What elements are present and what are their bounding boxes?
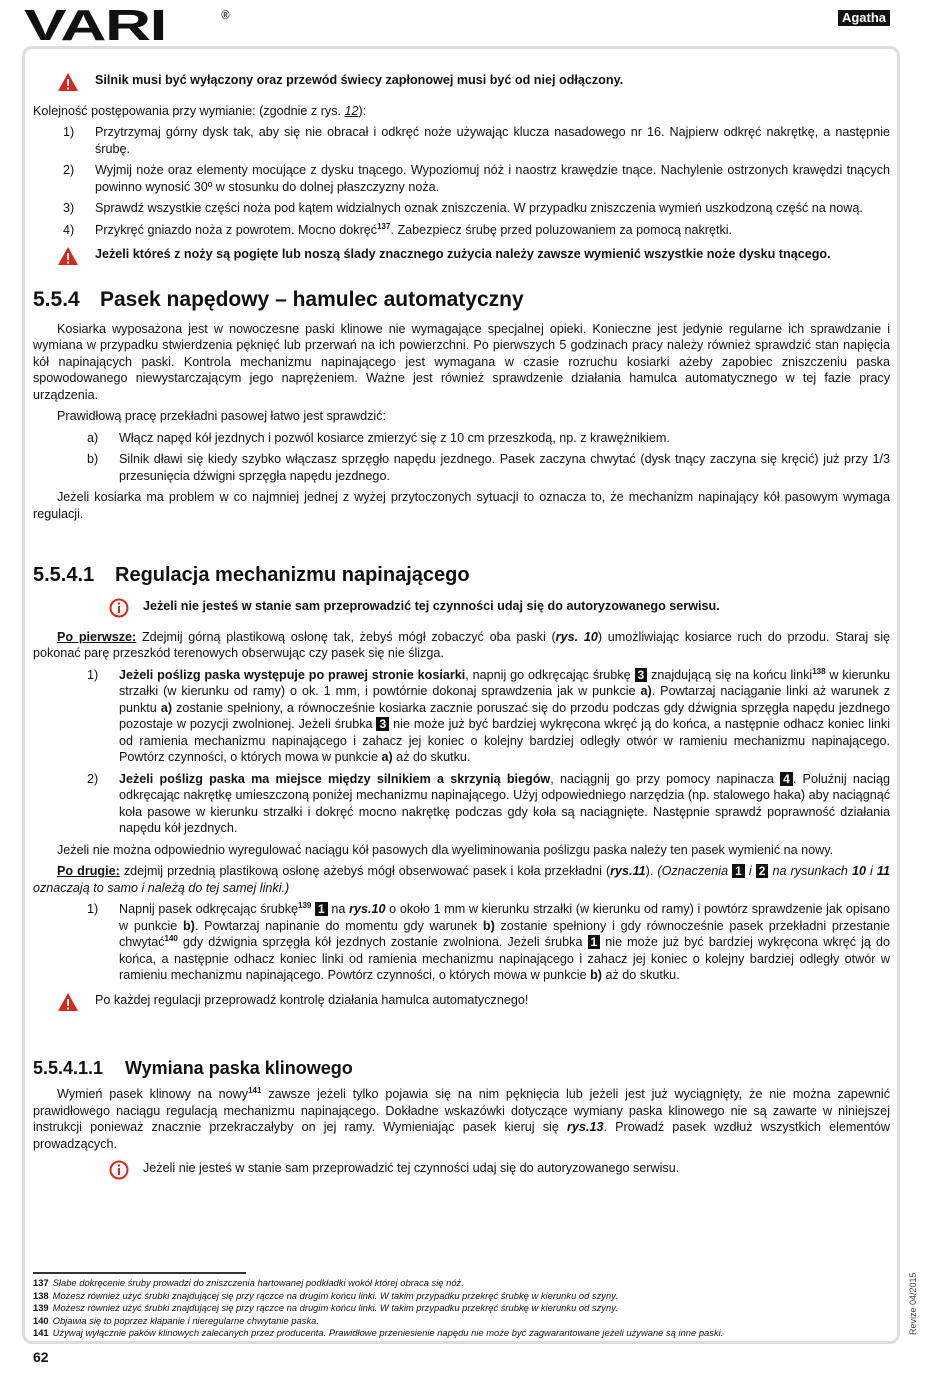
text-run: b) bbox=[182, 918, 195, 933]
info-icon bbox=[33, 1160, 143, 1185]
list-item bbox=[33, 124, 890, 157]
text-run: nie może już być bardziej wykręcona wkręć ją do końca, a następnie odhacz koniec linki od ramienia mechanizmu napinającego i zahacz jej koniec o kolejny bardziej odległy otwór w ramieniu mechanizmu napinającego. Powtórz czynności, o których mowa w punkcie bbox=[119, 935, 890, 982]
text-run: znajdującą się na końcu linki bbox=[647, 667, 813, 682]
text-run: Wymień pasek klinowy na nowy bbox=[57, 1087, 249, 1101]
warning-note bbox=[33, 246, 890, 271]
callout-number: 1 bbox=[732, 864, 745, 878]
paragraph bbox=[33, 1086, 890, 1152]
paragraph bbox=[33, 842, 890, 859]
text-run: a) bbox=[160, 700, 173, 715]
text-run: Kosiarka wyposażona jest w nowoczesne paski klinowe nie wymagające specjalnej opieki. Konieczne jest jedynie regularne ich sprawdzanie i wymiana w przypadku stwierdzenia pęknięć lub przerwań na ich powierzchni. Po pierwszych 5 godzinach pracy należy również sprawdzić stan napięcia kół napinających paski. Kontrola mechanizmu napinającego jest wymagana w czasie rozruchu kosiarki ażeby zapobiec zniszczeniu paska spowodowanego niewystarczającym jego naprężeniem. Ważne jest również sprawdzenie działania hamulca automatycznego w tej fazie pracy urządzenia. bbox=[33, 321, 890, 402]
list-number: 1) bbox=[87, 667, 99, 682]
text-run: Włącz napęd kół jezdnych i pozwól kosiarce zmierzyć się z 10 cm przeszkodą, np. z krawężnikiem. bbox=[119, 430, 670, 445]
page-content bbox=[33, 64, 890, 1191]
text-run: Jeżeli poślizg paska ma miejsce między silnikiem a skrzynią biegów bbox=[119, 771, 551, 786]
text-run: Po drugie: bbox=[57, 864, 120, 878]
footnote-number: 138 bbox=[33, 1289, 49, 1301]
footnote-text: Objawia się to poprzez kłapanie i nieregularne chwytanie paska. bbox=[52, 1314, 319, 1326]
text-run: . Powtarzaj naciąganie linki aż warunek z punktu bbox=[119, 684, 891, 715]
text-run: Jeżeli nie można odpowiednio wyregulować naciągu kół pasowych dla wyeliminowania poślizgu paska należy ten pasek wymienić na nowy. bbox=[57, 842, 834, 857]
text-run: Napnij pasek odkręcając śrubkę bbox=[119, 902, 299, 916]
text-run: . Powtarzaj napinanie do momentu gdy warunek bbox=[194, 918, 483, 933]
section-number: 5.5.4.1.1 bbox=[33, 1058, 104, 1078]
paragraph bbox=[33, 408, 890, 425]
text-run: nie może już być bardziej wykręcona wkręć ją do końca, a następnie odhacz koniec linki od ramienia mechanizmu napinającego i zahacz jej koniec o kolejny bardziej odległy otwór w ramieniu mechanizmu napinającego. Powtórz czynności, o których mowa w punkcie bbox=[119, 717, 890, 764]
text-run: i bbox=[744, 864, 756, 878]
list-item bbox=[33, 667, 890, 766]
footnote bbox=[33, 1302, 723, 1315]
list-text bbox=[119, 451, 890, 484]
text-run: a) bbox=[381, 750, 393, 764]
footnote-text: Możesz również użyć śrubki znajdującej się przy rączce na drugim końcu linki. W takim przypadku przekręć śrubkę w kierunku od szyny. bbox=[52, 1289, 618, 1301]
text-run: Prawidłową pracę przekładni pasowej łatwo jest sprawdzić: bbox=[57, 409, 386, 423]
warning-note bbox=[33, 992, 890, 1017]
section-title: Regulacja mechanizmu napinającego bbox=[115, 564, 470, 586]
text-run: Jeżeli nie jesteś w stanie sam przeprowadzić tej czynności udaj się do autoryzowanego serwisu. bbox=[143, 1161, 680, 1175]
text-run: na bbox=[327, 902, 350, 916]
registered-mark: ® bbox=[220, 8, 231, 22]
list-number: 2) bbox=[63, 163, 75, 177]
footnote-ref: 141 bbox=[248, 1085, 262, 1095]
footnote-ref: 139 bbox=[298, 900, 312, 910]
list-text bbox=[95, 162, 890, 195]
warning-note bbox=[33, 72, 890, 97]
text-run: zostanie spełniony i gdy równocześnie pasek przekładni przestanie chwytać bbox=[119, 918, 890, 949]
list-text bbox=[119, 430, 890, 447]
list-item bbox=[33, 222, 890, 239]
callout-number: 1 bbox=[588, 935, 601, 949]
callout-number: 4 bbox=[780, 772, 793, 786]
list-text bbox=[119, 667, 890, 766]
text-run: Jeżeli nie jesteś w stanie sam przeprowadzić tej czynności udaj się do autoryzowanego serwisu. bbox=[143, 599, 720, 613]
text-run: zdejmij przednią plastikową osłonę ażebyś mógł obserwować pasek i koła przekładni ( bbox=[119, 864, 611, 878]
note-text bbox=[143, 598, 890, 623]
text-run: ). bbox=[645, 864, 658, 878]
paragraph bbox=[33, 321, 890, 404]
callout-number: 3 bbox=[635, 668, 648, 682]
text-run: rys. 10 bbox=[555, 629, 598, 644]
footnote-ref: 138 bbox=[812, 666, 826, 676]
callout-number: 1 bbox=[315, 902, 328, 916]
list-number: 2) bbox=[87, 771, 99, 786]
footnote bbox=[33, 1290, 723, 1303]
text-run: a) bbox=[640, 684, 652, 698]
text-run: ): bbox=[358, 103, 367, 118]
text-run: i bbox=[866, 864, 877, 878]
text-run: rys.13 bbox=[567, 1120, 604, 1134]
footnote bbox=[33, 1315, 723, 1328]
text-run: (Oznaczenia bbox=[657, 864, 733, 878]
list-number: b) bbox=[87, 452, 99, 466]
text-run: , napnij go odkręcając śrubkę bbox=[465, 667, 635, 682]
footnote-number: 137 bbox=[33, 1277, 49, 1288]
section-heading bbox=[33, 1056, 890, 1080]
text-run: oznaczają to samo i należą do tej samej linki.) bbox=[33, 880, 290, 895]
text-run: zawsze jeżeli tylko pojawia się na nim pęknięcia lub jeżeli jest już wyciągnięty, że nie można zapewnić prawidłowego naciągu regulacją mechanizmu napinającego. Dokładne wskazówki dotyczące wymiany paska klinowego nie są zawarte w niniejszej instrukcji ponieważ znacznie przekraczałyby on jej ramy. Wymieniając pasek kieruj się bbox=[33, 1087, 891, 1134]
list-number: 3) bbox=[63, 201, 75, 215]
list-item bbox=[33, 771, 890, 837]
text-run: Silnik musi być wyłączony oraz przewód świecy zapłonowej musi być od niej odłączony. bbox=[95, 73, 624, 87]
text-run: Kolejność postępowania przy wymianie: (zgodnie z rys. bbox=[33, 103, 345, 118]
text-run: w kierunku strzałki (w kierunku od ramy) o ok. 1 mm, i powtórnie dokonaj sprawdzenia jak w punkcie bbox=[119, 667, 890, 698]
list-text bbox=[95, 124, 890, 157]
text-run: na rysunkach bbox=[768, 864, 852, 878]
text-run: , naciągnij go przy pomocy napinacza bbox=[550, 771, 781, 786]
list-item bbox=[33, 162, 890, 195]
text-run: 12 bbox=[344, 103, 359, 118]
list-text bbox=[119, 901, 890, 984]
text-run: Zdejmij górną plastikową osłonę tak, żebyś mógł zobaczyć oba paski ( bbox=[136, 629, 556, 644]
footnote-text: Używaj wyłącznie paków klinowych zalecanych przez producenta. Prawidłowe przeniesienie napędu nie może być zagwarantowane jeżeli używane są inne paski. bbox=[52, 1327, 724, 1339]
text-run: gdy dźwignia sprzęgła kół jezdnych zostanie zwolniona. Jeżeli śrubka bbox=[177, 935, 588, 949]
text-run: o około 1 mm w kierunku strzałki (w kierunku od ramy) i powtórz sprawdzenie jak opisano w punkcie bbox=[119, 902, 890, 933]
list-item bbox=[33, 451, 890, 484]
model-badge: Agatha bbox=[838, 10, 890, 26]
text-run: . Poluźnij naciąg odkręcając nakrętkę umieszczoną poniżej mechanizmu napinającego. Użyj odpowiedniego narzędzia (np. stalowego haka) aby naciągnąć koła pasowe w kierunku strzałki i dokręć mocno nakrętkę podczas gdy koła są naciągnięte. Następnie sprawdź poprawność działania napędu kół jezdnych. bbox=[119, 771, 890, 835]
footnotes bbox=[33, 1277, 723, 1340]
note-text bbox=[143, 1160, 890, 1185]
text-run: Jeżeli poślizg paska występuje po prawej stronie kosiarki bbox=[119, 667, 466, 682]
section-heading bbox=[33, 287, 890, 313]
text-run: ) umożliwiając kosiarce ruch do przodu. Staraj się pokonać parę przeszkód terenowych obserwując czy pasek się nie ślizga. bbox=[33, 629, 890, 660]
paragraph bbox=[33, 489, 890, 522]
section-number: 5.5.4 bbox=[33, 287, 80, 311]
note-text bbox=[95, 992, 890, 1017]
list-number: 4) bbox=[63, 222, 75, 237]
warning-icon bbox=[33, 72, 95, 97]
text-run: aż do skutku. bbox=[601, 968, 680, 982]
text-run: Wyjmij noże oraz elementy mocujące z dysku tnącego. Wypoziomuj nóż i naostrz krawędzie tnące. Nachylenie ostrzonych krawędzi tnących powinno wynosić 30º w stosunku do dolnej płaszczyzny noża. bbox=[95, 163, 890, 194]
footnote-text: Możesz również użyć śrubki znajdującej się przy rączce na drugim końcu linki. W takim przypadku przekręć śrubkę w kierunku od szyny. bbox=[52, 1302, 618, 1314]
section-number: 5.5.4.1 bbox=[33, 564, 95, 586]
info-note bbox=[33, 598, 890, 623]
list-text bbox=[95, 222, 890, 239]
text-run: aż do skutku. bbox=[392, 750, 471, 764]
text-run: rys.11 bbox=[610, 864, 646, 878]
footnote-ref: 140 bbox=[164, 933, 178, 943]
list-number: a) bbox=[87, 430, 99, 445]
text-run: b) bbox=[590, 968, 602, 982]
text-run: Jeżeli któreś z noży są pogięte lub noszą ślady znacznego zużycia należy zawsze wymienić wszystkie noże dysku tnącego. bbox=[95, 247, 831, 261]
paragraph bbox=[33, 103, 890, 120]
note-text bbox=[95, 72, 890, 97]
text-run: Jeżeli kosiarka ma problem w co najmniej jednej z wyżej przytoczonych sytuacji to oznacza to, że mechanizm napinający kół pasowym wymaga regulacji. bbox=[33, 490, 890, 521]
text-run: rys.10 bbox=[349, 902, 386, 916]
section-title: Wymiana paska klinowego bbox=[125, 1058, 353, 1078]
list-item bbox=[33, 901, 890, 984]
footnote-text: Słabe dokręcenie śruby prowadzi do zniszczenia hartowanej podkładki wokół której obraca się nóż. bbox=[52, 1277, 464, 1288]
info-icon bbox=[33, 598, 143, 623]
footnote-number: 139 bbox=[33, 1302, 49, 1314]
page-number: 62 bbox=[33, 1349, 49, 1365]
callout-number: 3 bbox=[376, 717, 389, 731]
warning-icon bbox=[33, 246, 95, 271]
vari-logo: VARI bbox=[24, 1, 166, 50]
footnote-number: 140 bbox=[33, 1314, 49, 1326]
text-run: Po pierwsze: bbox=[57, 629, 137, 644]
text-run: 10 bbox=[851, 864, 866, 878]
list-text bbox=[95, 200, 890, 217]
footnote-number: 141 bbox=[33, 1327, 49, 1339]
text-run: Po każdej regulacji przeprowadź kontrolę działania hamulca automatycznego! bbox=[95, 992, 529, 1007]
text-run: . Prowadź pasek wzdłuż wszystkich elementów prowadzących. bbox=[33, 1120, 890, 1151]
list-number: 1) bbox=[87, 902, 99, 916]
callout-number: 2 bbox=[756, 864, 769, 878]
warning-icon bbox=[33, 992, 95, 1017]
list-number: 1) bbox=[63, 125, 75, 139]
footnote bbox=[33, 1277, 723, 1290]
footnote bbox=[33, 1327, 723, 1340]
text-run: b) bbox=[482, 918, 495, 933]
footnote-separator bbox=[33, 1272, 246, 1274]
text-run: zostanie spełniony, a równocześnie kosiarka zacznie poruszać się do przodu podczas gdy dźwignia sprzęgła napędu jezdnego pozostaje w pozycji zwolnionej. Jeżeli śrubka bbox=[119, 700, 890, 731]
text-run: 11 bbox=[876, 864, 890, 878]
paragraph bbox=[33, 629, 890, 662]
list-item bbox=[33, 430, 890, 447]
list-item bbox=[33, 200, 890, 217]
text-run: Sprawdź wszystkie części noża pod kątem widzialnych oznak zniszczenia. W przypadku zniszczenia wymień uszkodzoną część na nową. bbox=[95, 201, 863, 215]
section-heading bbox=[33, 562, 890, 588]
text-run: . Zabezpiecz śrubę przed poluzowaniem za pomocą nakrętki. bbox=[390, 222, 733, 237]
text-run: Przytrzymaj górny dysk tak, aby się nie obracał i odkręć noże używając klucza nasadowego nr 16. Najpierw odkręć nakrętkę, a następnie śrubę. bbox=[95, 125, 890, 156]
footnote-ref: 137 bbox=[377, 221, 391, 231]
list-text bbox=[119, 771, 890, 837]
section-title: Pasek napędowy – hamulec automatyczny bbox=[100, 287, 524, 311]
text-run: Silnik dławi się kiedy szybko włączasz sprzęgło napędu jezdnego. Pasek zaczyna chwytać (dysk tnący zaczyna się kręcić) już przy 1/3 przesunięcia dźwigni sprzęgła napędu jezdnego. bbox=[119, 452, 890, 483]
revision-label: Revize 04/2015 bbox=[908, 1272, 918, 1335]
note-text bbox=[95, 246, 890, 271]
text-run: Przykręć gniazdo noża z powrotem. Mocno dokręć bbox=[95, 222, 378, 237]
paragraph bbox=[33, 863, 890, 896]
info-note bbox=[33, 1160, 890, 1185]
